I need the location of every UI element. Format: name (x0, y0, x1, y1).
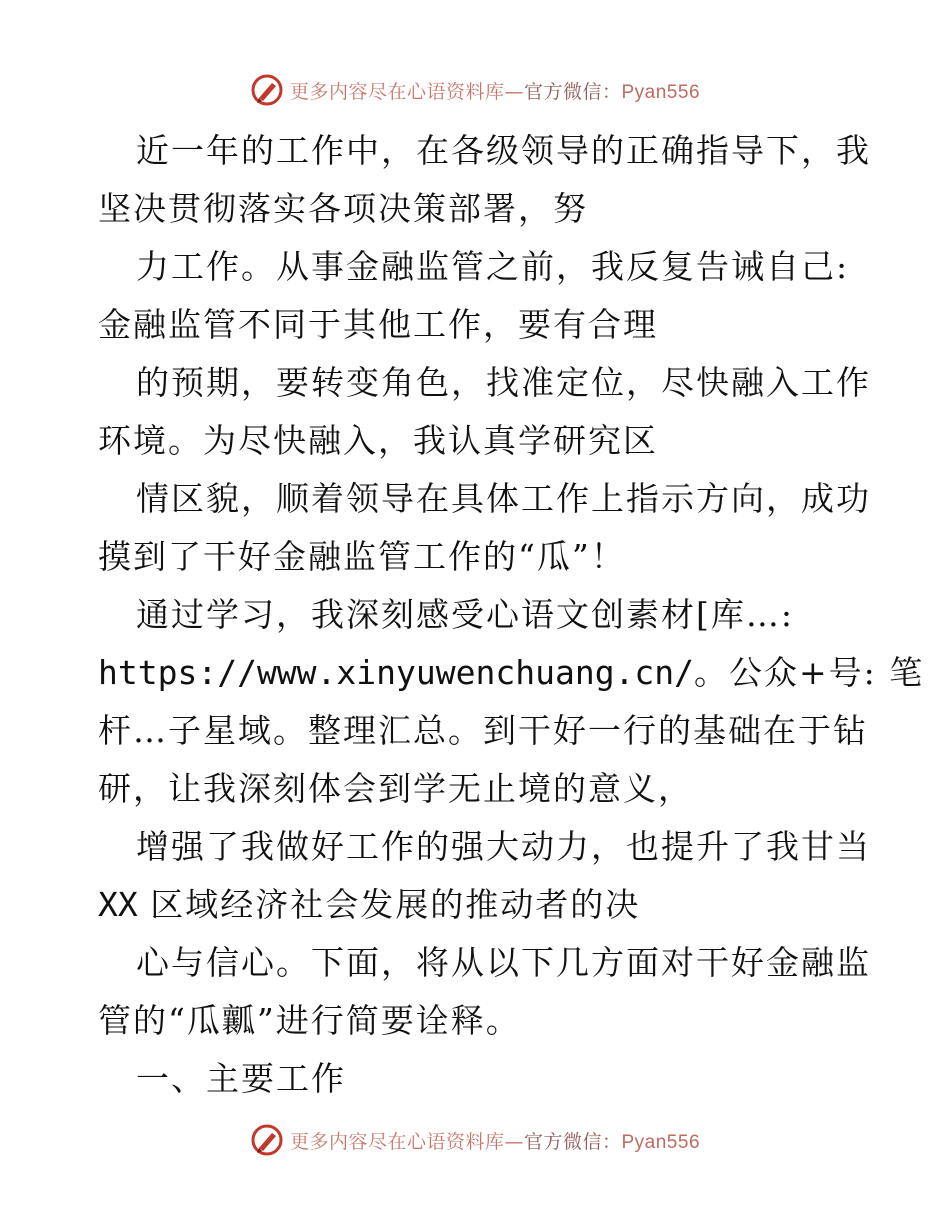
banner-main-text: 更多内容尽在心语资料库 (289, 1130, 505, 1153)
document-body (98, 122, 925, 1108)
pen-logo-icon (250, 1123, 284, 1157)
paragraph-3 (98, 354, 871, 470)
paragraph-line: 杆…子星域。整理汇总。到干好一行的基础在于钻 (98, 711, 868, 750)
paragraph-line: 的预期，要转变角色，找准定位，尽快融入工作 (136, 363, 871, 402)
banner-wechat-id: Pyan556 (621, 1131, 701, 1153)
paragraph-line: 增强了我做好工作的强大动力，也提升了我甘当 (136, 827, 871, 866)
paragraph-line: 近一年的工作中，在各级领导的正确指导下，我 (136, 131, 871, 170)
banner-dash: — (504, 1130, 524, 1153)
paragraph-1 (98, 122, 871, 238)
paragraph-line: 力工作。从事金融监管之前，我反复告诫自己: (136, 247, 850, 286)
paragraph-line: 摸到了干好金融监管工作的“瓜”！ (98, 537, 626, 576)
xx-text: XX (98, 885, 138, 924)
paragraph-line-xx (98, 876, 858, 934)
paragraph-line: 情区貌，顺着领导在具体工作上指示方向，成功 (136, 479, 871, 518)
section-heading-text: 一、主要工作 (136, 1059, 346, 1098)
banner-dash: — (504, 80, 524, 103)
paragraph-line: 研，让我深刻体会到学无止境的意义， (98, 769, 693, 808)
banner-wechat-label: 官方微信： (523, 80, 622, 103)
url-text: https://www.xinyuwenchuang.cn/ (98, 653, 695, 692)
url-trailing-text: 。公众+号: 笔 (694, 653, 925, 692)
paragraph-line: 环境。为尽快融入，我认真学研究区 (98, 421, 658, 460)
paragraph-line: 金融监管不同于其他工作，要有合理 (98, 305, 658, 344)
paragraph-line: 坚决贯彻落实各项决策部署，努 (98, 189, 588, 228)
banner-text (290, 77, 700, 104)
paragraph-6 (98, 818, 871, 934)
footer-watermark-banner (0, 1120, 950, 1160)
xx-trailing-text: 区域经济社会发展的推动者的决 (137, 885, 641, 924)
banner-wechat-id: Pyan556 (621, 81, 701, 103)
paragraph-line-url (98, 644, 925, 702)
section-heading (98, 1050, 858, 1108)
paragraph-line: 心与信心。下面，将从以下几方面对干好金融监 (136, 943, 871, 982)
banner-wechat-label: 官方微信： (523, 1130, 622, 1153)
banner-text (290, 1127, 700, 1154)
banner-main-text: 更多内容尽在心语资料库 (289, 80, 505, 103)
paragraph-4 (98, 470, 871, 586)
paragraph-2 (98, 238, 858, 354)
header-watermark-banner (0, 70, 950, 110)
paragraph-line: 通过学习，我深刻感受心语文创素材[库…: (136, 595, 794, 634)
paragraph-7 (98, 934, 871, 1050)
paragraph-5 (98, 586, 925, 818)
paragraph-line: 管的“瓜瓤”进行简要诠释。 (98, 1001, 521, 1040)
pen-logo-icon (250, 73, 284, 107)
